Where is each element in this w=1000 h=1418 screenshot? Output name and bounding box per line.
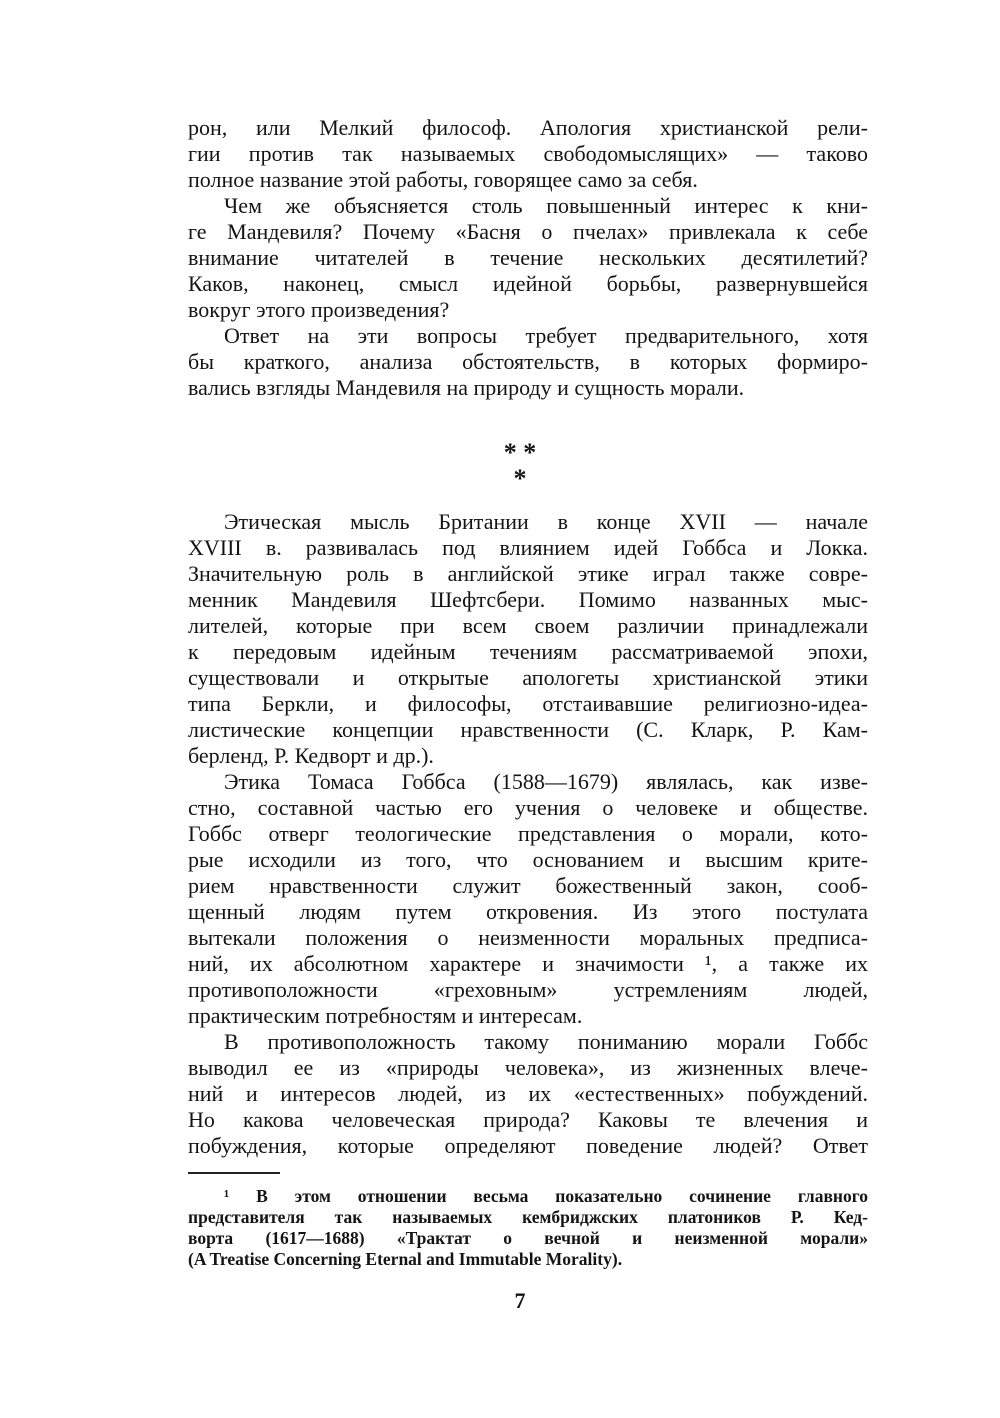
text-line: существовали и открытые апологеты христианской этики xyxy=(188,665,868,690)
text-line: рием нравственности служит божественный закон, сооб- xyxy=(188,873,868,898)
text-line: рон, или Мелкий философ. Апология христианской рели- xyxy=(188,115,868,140)
text-line: Значительную роль в английской этике играл также совре- xyxy=(188,561,868,586)
text-line: ний, их абсолютном характере и значимости ¹, а также их xyxy=(188,951,868,976)
text-line: лителей, которые при всем своем различии принадлежали xyxy=(188,613,868,638)
text-line: листические концепции нравственности (С. Кларк, Р. Кам- xyxy=(188,717,868,742)
text-line: внимание читателей в течение нескольких десятилетий? xyxy=(188,245,868,270)
section-divider-bottom: * xyxy=(513,464,527,493)
text-line: XVIII в. развивалась под влиянием идей Гоббса и Локка. xyxy=(188,535,868,560)
text-line: вокруг этого произведения? xyxy=(188,297,450,322)
text-line: стно, составной частью его учения о человеке и обществе. xyxy=(188,795,868,820)
text-section-1 xyxy=(188,115,868,401)
text-line: ¹ В этом отношении весьма показательно сочинение главного xyxy=(224,1186,868,1206)
text-line: Этика Томаса Гоббса (1588—1679) являлась, как изве- xyxy=(224,769,868,794)
text-line: вались взгляды Мандевиля на природу и сущность морали. xyxy=(188,375,745,400)
text-line: щенный людям путем откровения. Из этого постулата xyxy=(188,899,868,924)
text-line: представителя так называемых кембриджских платоников Р. Кед- xyxy=(188,1207,868,1227)
text-line: ний и интересов людей, из их «естественных» побуждений. xyxy=(188,1081,868,1106)
text-line: В противоположность такому пониманию морали Гоббс xyxy=(224,1029,868,1054)
text-line: к передовым идейным течениям рассматриваемой эпохи, xyxy=(188,639,868,664)
text-line: ворта (1617—1688) «Трактат о вечной и неизменной морали» xyxy=(188,1228,868,1248)
text-line: выводил ее из «природы человека», из жизненных влече- xyxy=(188,1055,868,1080)
text-line: рые исходили из того, что основанием и высшим крите- xyxy=(188,847,868,872)
footnote-rule xyxy=(188,1172,280,1174)
text-line: берленд, Р. Кедворт и др.). xyxy=(188,743,434,768)
text-line: противоположности «греховным» устремлениям людей, xyxy=(188,977,868,1002)
page-number: 7 xyxy=(514,1288,526,1313)
text-line: Ответ на эти вопросы требует предварительного, хотя xyxy=(224,323,868,348)
text-line: менник Мандевиля Шефтсбери. Помимо названных мыс- xyxy=(188,587,868,612)
text-line: Чем же объясняется столь повышенный интерес к кни- xyxy=(224,193,868,218)
footnotes xyxy=(188,1186,868,1270)
text-line: вытекали положения о неизменности моральных предписа- xyxy=(188,925,868,950)
text-line: побуждения, которые определяют поведение людей? Ответ xyxy=(188,1133,868,1158)
text-line: (A Treatise Concerning Eternal and Immutable Morality). xyxy=(188,1249,623,1269)
text-line: полное название этой работы, говорящее само за себя. xyxy=(188,167,698,192)
text-line: типа Беркли, и философы, отстаивавшие религиозно-идеа- xyxy=(188,691,868,716)
section-divider-top: * * xyxy=(503,438,537,467)
text-line: Гоббс отверг теологические представления о морали, кото- xyxy=(188,821,868,846)
text-line: Но какова человеческая природа? Каковы те влечения и xyxy=(188,1107,868,1132)
text-section-2 xyxy=(188,509,868,1159)
text-line: Каков, наконец, смысл идейной борьбы, развернувшейся xyxy=(188,271,868,296)
text-line: гии против так называемых свободомыслящих» — таково xyxy=(188,141,868,166)
text-line: Этическая мысль Британии в конце XVII — начале xyxy=(224,509,868,534)
text-line: ге Мандевиля? Почему «Басня о пчелах» привлекала к себе xyxy=(188,219,868,244)
text-line: бы краткого, анализа обстоятельств, в которых формиро- xyxy=(188,349,868,374)
text-line: практическим потребностям и интересам. xyxy=(188,1003,583,1028)
